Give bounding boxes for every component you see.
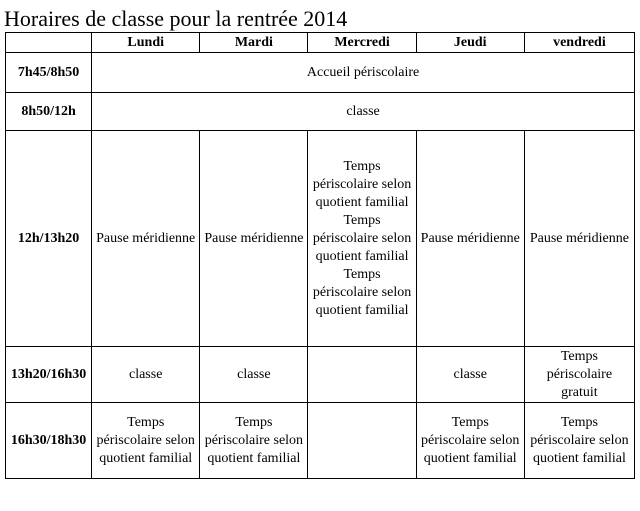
activity-cell-mardi: Temps périscolaire selon quotient familial <box>200 403 308 479</box>
activity-cell-vendredi: Pause méridienne <box>524 131 634 347</box>
table-row <box>6 131 635 347</box>
activity-cell-lundi: Pause méridienne <box>92 131 200 347</box>
activity-cell-vendredi: Temps périscolaire selon quotient familial <box>524 403 634 479</box>
page-title: Horaires de classe pour la rentrée 2014 <box>4 6 348 31</box>
activity-cell-mercredi: Temps périscolaire selon quotient familial Temps périscolaire selon quotient familial Temps périscolaire selon quotient familial <box>308 131 416 347</box>
activity-cell-mardi: Pause méridienne <box>200 131 308 347</box>
table-row <box>6 347 635 403</box>
day-header-lundi: Lundi <box>92 33 200 53</box>
activity-cell-lundi: classe <box>92 347 200 403</box>
day-header-vendredi: vendredi <box>524 33 634 53</box>
time-slot-label: 7h45/8h50 <box>6 53 92 93</box>
merged-activity-cell: classe <box>92 93 635 131</box>
time-slot-label: 8h50/12h <box>6 93 92 131</box>
time-slot-label: 12h/13h20 <box>6 131 92 347</box>
table-row <box>6 53 635 93</box>
day-header-jeudi: Jeudi <box>416 33 524 53</box>
activity-cell-mercredi <box>308 347 416 403</box>
corner-cell <box>6 33 92 53</box>
time-slot-label: 16h30/18h30 <box>6 403 92 479</box>
table-row <box>6 403 635 479</box>
day-header-mardi: Mardi <box>200 33 308 53</box>
time-slot-label: 13h20/16h30 <box>6 347 92 403</box>
merged-activity-cell: Accueil périscolaire <box>92 53 635 93</box>
activity-cell-jeudi: Pause méridienne <box>416 131 524 347</box>
day-header-mercredi: Mercredi <box>308 33 416 53</box>
schedule-table <box>5 32 635 479</box>
activity-cell-mardi: classe <box>200 347 308 403</box>
activity-cell-mercredi <box>308 403 416 479</box>
header-row <box>6 33 635 53</box>
activity-cell-vendredi: Temps périscolaire gratuit <box>524 347 634 403</box>
table-row <box>6 93 635 131</box>
activity-cell-lundi: Temps périscolaire selon quotient familial <box>92 403 200 479</box>
activity-cell-jeudi: classe <box>416 347 524 403</box>
activity-cell-jeudi: Temps périscolaire selon quotient familial <box>416 403 524 479</box>
